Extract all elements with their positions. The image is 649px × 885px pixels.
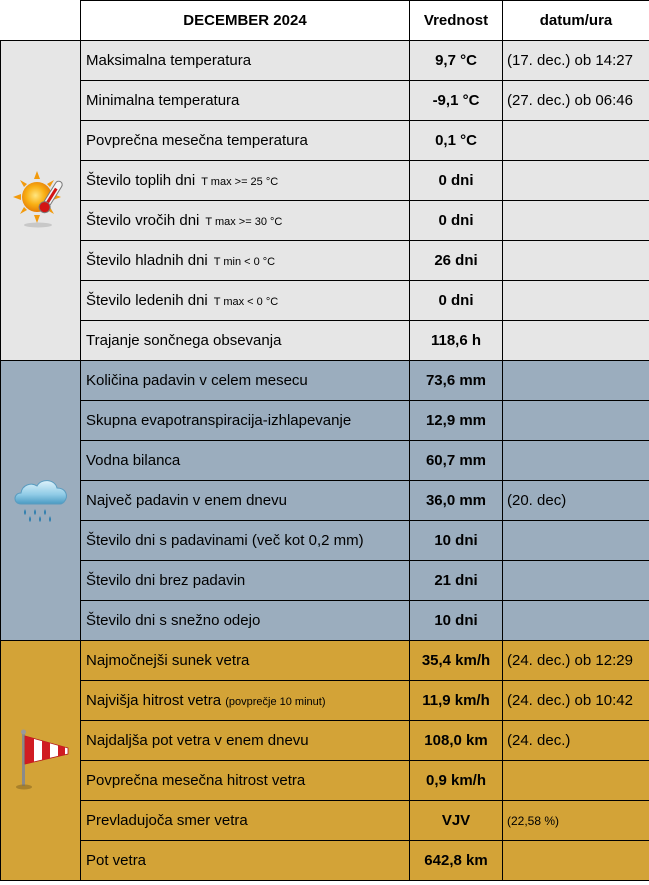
rain-days-label: Število dni s padavinami (več kot 0,2 mm) bbox=[81, 521, 410, 561]
avg-wind-speed-date bbox=[503, 761, 649, 801]
cold-days-label: Število hladnih dni T min < 0 °C bbox=[81, 241, 410, 281]
avg-wind-speed-label: Povprečna mesečna hitrost vetra bbox=[81, 761, 410, 801]
water-balance-label: Vodna bilanca bbox=[81, 441, 410, 481]
table-row bbox=[1, 41, 649, 81]
temperature-section-icon-cell bbox=[1, 41, 81, 361]
table-row bbox=[1, 721, 649, 761]
cold-days-condition: T min < 0 °C bbox=[213, 256, 276, 268]
table-row bbox=[1, 681, 649, 721]
table-row bbox=[1, 401, 649, 441]
sun-thermometer-icon bbox=[13, 169, 69, 229]
max-wind-speed-label: Najvišja hitrost vetra (povprečje 10 minut) bbox=[81, 681, 410, 721]
header-blank-cell bbox=[1, 1, 81, 41]
ice-days-value: 0 dni bbox=[410, 281, 503, 321]
rain-days-value: 10 dni bbox=[410, 521, 503, 561]
total-precip-value: 73,6 mm bbox=[410, 361, 503, 401]
temp-max-value: 9,7 °C bbox=[410, 41, 503, 81]
wind-run-value: 642,8 km bbox=[410, 841, 503, 881]
table-row bbox=[1, 521, 649, 561]
hot-days-value: 0 dni bbox=[410, 201, 503, 241]
max-gust-label: Najmočnejši sunek vetra bbox=[81, 641, 410, 681]
header-row bbox=[1, 1, 649, 41]
evapotranspiration-date bbox=[503, 401, 649, 441]
temp-avg-date bbox=[503, 121, 649, 161]
table-row bbox=[1, 761, 649, 801]
wind-run-date bbox=[503, 841, 649, 881]
max-wind-speed-value: 11,9 km/h bbox=[410, 681, 503, 721]
cold-days-date bbox=[503, 241, 649, 281]
ice-days-date bbox=[503, 281, 649, 321]
temp-max-label: Maksimalna temperatura bbox=[81, 41, 410, 81]
prevailing-direction-value: VJV bbox=[410, 801, 503, 841]
warm-days-condition: T max >= 25 °C bbox=[201, 176, 279, 188]
table-row bbox=[1, 641, 649, 681]
dry-days-label: Število dni brez padavin bbox=[81, 561, 410, 601]
table-row bbox=[1, 201, 649, 241]
precipitation-section-icon-cell bbox=[1, 361, 81, 641]
table-row bbox=[1, 81, 649, 121]
table-row bbox=[1, 321, 649, 361]
evapotranspiration-value: 12,9 mm bbox=[410, 401, 503, 441]
water-balance-value: 60,7 mm bbox=[410, 441, 503, 481]
table-row bbox=[1, 281, 649, 321]
header-title: DECEMBER 2024 bbox=[81, 1, 410, 41]
warm-days-date bbox=[503, 161, 649, 201]
avg-wind-speed-value: 0,9 km/h bbox=[410, 761, 503, 801]
header-date-col: datum/ura bbox=[503, 1, 649, 41]
table-row bbox=[1, 561, 649, 601]
table-row bbox=[1, 161, 649, 201]
dry-days-date bbox=[503, 561, 649, 601]
prevailing-direction-label: Prevladujoča smer vetra bbox=[81, 801, 410, 841]
temp-min-value: -9,1 °C bbox=[410, 81, 503, 121]
temp-min-label: Minimalna temperatura bbox=[81, 81, 410, 121]
total-precip-date bbox=[503, 361, 649, 401]
hot-days-condition: T max >= 30 °C bbox=[205, 216, 283, 228]
temp-avg-label: Povprečna mesečna temperatura bbox=[81, 121, 410, 161]
table-row bbox=[1, 441, 649, 481]
max-daily-wind-run-value: 108,0 km bbox=[410, 721, 503, 761]
temp-min-date: (27. dec.) ob 06:46 bbox=[503, 81, 649, 121]
evapotranspiration-label: Skupna evapotranspiracija-izhlapevanje bbox=[81, 401, 410, 441]
table-row bbox=[1, 601, 649, 641]
rain-cloud-icon bbox=[11, 474, 71, 524]
max-daily-precip-label: Največ padavin v enem dnevu bbox=[81, 481, 410, 521]
rain-days-date bbox=[503, 521, 649, 561]
cold-days-value: 26 dni bbox=[410, 241, 503, 281]
wind-run-label: Pot vetra bbox=[81, 841, 410, 881]
max-daily-precip-value: 36,0 mm bbox=[410, 481, 503, 521]
sunshine-value: 118,6 h bbox=[410, 321, 503, 361]
table-row bbox=[1, 241, 649, 281]
table-row bbox=[1, 801, 649, 841]
max-gust-date: (24. dec.) ob 12:29 bbox=[503, 641, 649, 681]
warm-days-value: 0 dni bbox=[410, 161, 503, 201]
hot-days-label: Število vročih dni T max >= 30 °C bbox=[81, 201, 410, 241]
prevailing-direction-share: (22,58 %) bbox=[503, 801, 649, 841]
sunshine-date bbox=[503, 321, 649, 361]
table-row bbox=[1, 841, 649, 881]
max-wind-speed-date: (24. dec.) ob 10:42 bbox=[503, 681, 649, 721]
sunshine-label: Trajanje sončnega obsevanja bbox=[81, 321, 410, 361]
ice-days-condition: T max < 0 °C bbox=[213, 296, 279, 308]
max-daily-wind-run-date: (24. dec.) bbox=[503, 721, 649, 761]
snow-days-value: 10 dni bbox=[410, 601, 503, 641]
max-wind-speed-note: (povprečje 10 minut) bbox=[225, 696, 326, 708]
water-balance-date bbox=[503, 441, 649, 481]
max-daily-wind-run-label: Najdaljša pot vetra v enem dnevu bbox=[81, 721, 410, 761]
header-value-col: Vrednost bbox=[410, 1, 503, 41]
dry-days-value: 21 dni bbox=[410, 561, 503, 601]
table-row bbox=[1, 361, 649, 401]
snow-days-label: Število dni s snežno odejo bbox=[81, 601, 410, 641]
hot-days-date bbox=[503, 201, 649, 241]
max-daily-precip-date: (20. dec) bbox=[503, 481, 649, 521]
temp-avg-value: 0,1 °C bbox=[410, 121, 503, 161]
windsock-icon bbox=[10, 726, 72, 792]
ice-days-label: Število ledenih dni T max < 0 °C bbox=[81, 281, 410, 321]
temp-max-date: (17. dec.) ob 14:27 bbox=[503, 41, 649, 81]
wind-section-icon-cell bbox=[1, 641, 81, 881]
max-gust-value: 35,4 km/h bbox=[410, 641, 503, 681]
warm-days-label: Število toplih dni T max >= 25 °C bbox=[81, 161, 410, 201]
snow-days-date bbox=[503, 601, 649, 641]
table-row bbox=[1, 481, 649, 521]
table-row bbox=[1, 121, 649, 161]
total-precip-label: Količina padavin v celem mesecu bbox=[81, 361, 410, 401]
